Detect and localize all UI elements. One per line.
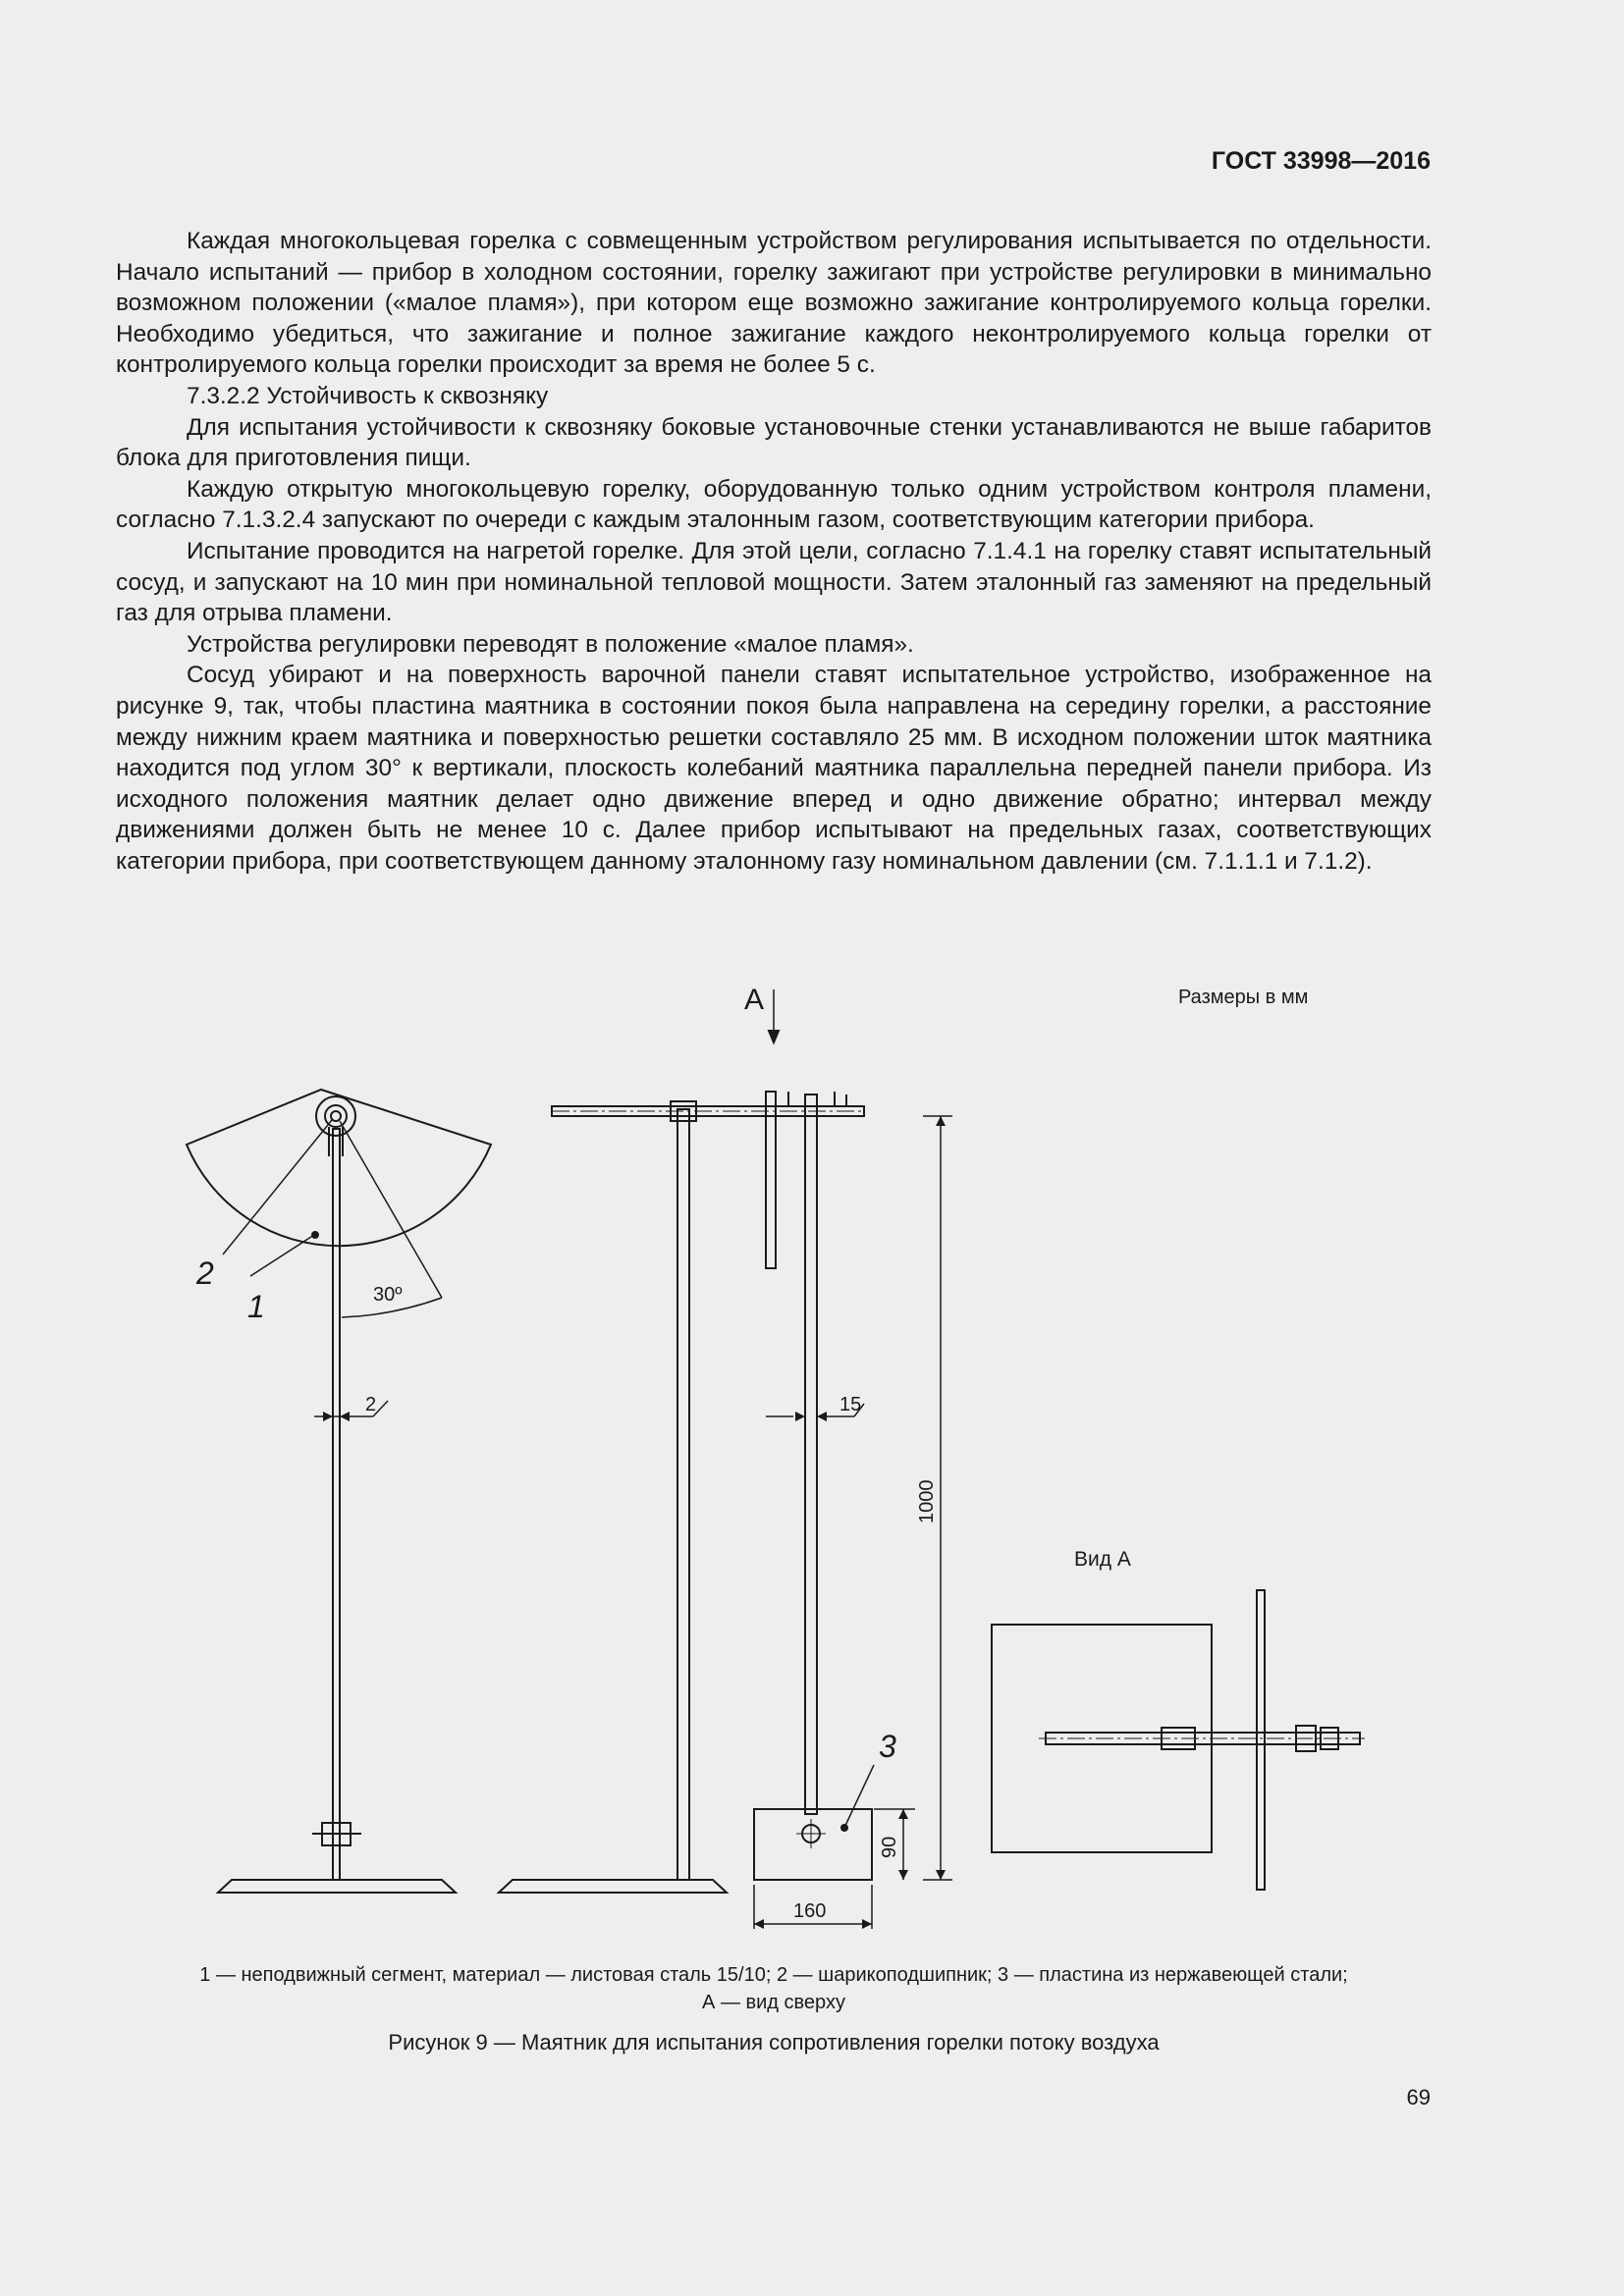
dim-plate-height: 90 — [879, 1836, 900, 1858]
document-header: ГОСТ 33998—2016 — [1211, 147, 1431, 175]
angle-ray — [340, 1121, 442, 1298]
angle-label: 30º — [373, 1284, 403, 1306]
leader-3 — [843, 1765, 874, 1830]
callout-3: 3 — [879, 1729, 896, 1764]
figure-drawing — [128, 972, 1404, 1934]
dim-plate-width: 160 — [793, 1900, 827, 1922]
paragraph: Для испытания устойчивости к сквозняку боковые установочные стенки устанавливаются не выше габаритов блока для приготовления пищи. — [116, 413, 1432, 472]
stand-post — [677, 1109, 689, 1880]
dim-height: 1000 — [916, 1479, 938, 1523]
leader-1 — [250, 1235, 314, 1276]
figure-caption: Рисунок 9 — Маятник для испытания сопротивления горелки потоку воздуха — [388, 2030, 1160, 2055]
dim-rod-width: 2 — [365, 1394, 377, 1415]
base-left — [218, 1880, 456, 1893]
legend-line: А — вид сверху — [702, 1992, 845, 2013]
side-plate — [766, 1092, 776, 1268]
body-text — [116, 226, 1432, 877]
page-number: 69 — [1406, 2085, 1431, 2109]
clamp — [312, 1823, 361, 1845]
base-middle — [499, 1880, 727, 1893]
paragraph: Каждую открытую многокольцевую горелку, оборудованную только одним устройством контроля пламени, согласно 7.1.3.2.4 запускают по очереди с каждым эталонным газом, соответствующим категории прибора. — [116, 475, 1432, 534]
paragraph: Испытание проводится на нагретой горелке. Для этой цели, согласно 7.1.4.1 на горелку ставят испытательный сосуд, и запускают на 10 мин при номинальной тепловой мощности. Затем эталонный газ заменяют на предельный газ для отрыва пламени. — [116, 537, 1432, 627]
plate-3 — [754, 1809, 872, 1880]
pendulum-rod — [333, 1129, 340, 1880]
paragraph: Сосуд убирают и на поверхность варочной панели ставят испытательное устройство, изображенное на рисунке 9, так, чтобы пластина маятника в состоянии покоя была направлена на середину горелки, а расстояние между нижним краем маятника и поверхностью решетки составляло 25 мм. В исходном положении шток маятника находится под углом 30° к вертикали, плоскость колебаний маятника параллельна передней панели прибора. Из исходного положения маятник делает одно движение вперед и одно движение обратно; интервал между движениями должен быть не менее 10 с. Далее прибор испытывают на предельных газах, соответствующих категории прибора, при соответствующем данному эталонному газу номинальном давлении (см. 7.1.1.1 и 7.1.2). — [116, 662, 1432, 875]
callout-2: 2 — [196, 1255, 214, 1291]
paragraph: Каждая многокольцевая горелка с совмещенным устройством регулирования испытывается по отдельности. Начало испытаний — прибор в холодном состоянии, горелку зажигают при устройстве регулировки в минимально возможном положении («малое пламя»), при котором еще возможно зажигание контролируемого кольца горелки. Необходимо убедиться, что зажигание и полное зажигание каждого неконтролируемого кольца горелки от контролируемого кольца горелки происходит за время не более 5 с. — [116, 228, 1432, 379]
callout-1: 1 — [247, 1289, 265, 1324]
dim-rod-width2: 15 — [839, 1394, 862, 1415]
section-heading: 7.3.2.2 Устойчивость к сквозняку — [187, 382, 549, 409]
legend-line: 1 — неподвижный сегмент, материал — листовая сталь 15/10; 2 — шарикоподшипник; 3 — пластина из нержавеющей стали; — [199, 1964, 1348, 1986]
figure-legend — [116, 1961, 1432, 2016]
paragraph: Устройства регулировки переводят в положение «малое пламя». — [187, 630, 914, 658]
view-arrow-label: А — [744, 984, 765, 1016]
view-a-bar — [1257, 1590, 1265, 1890]
view-a-label: Вид А — [1074, 1548, 1131, 1571]
hanging-rod — [805, 1095, 817, 1814]
units-note: Размеры в мм — [1178, 987, 1309, 1008]
